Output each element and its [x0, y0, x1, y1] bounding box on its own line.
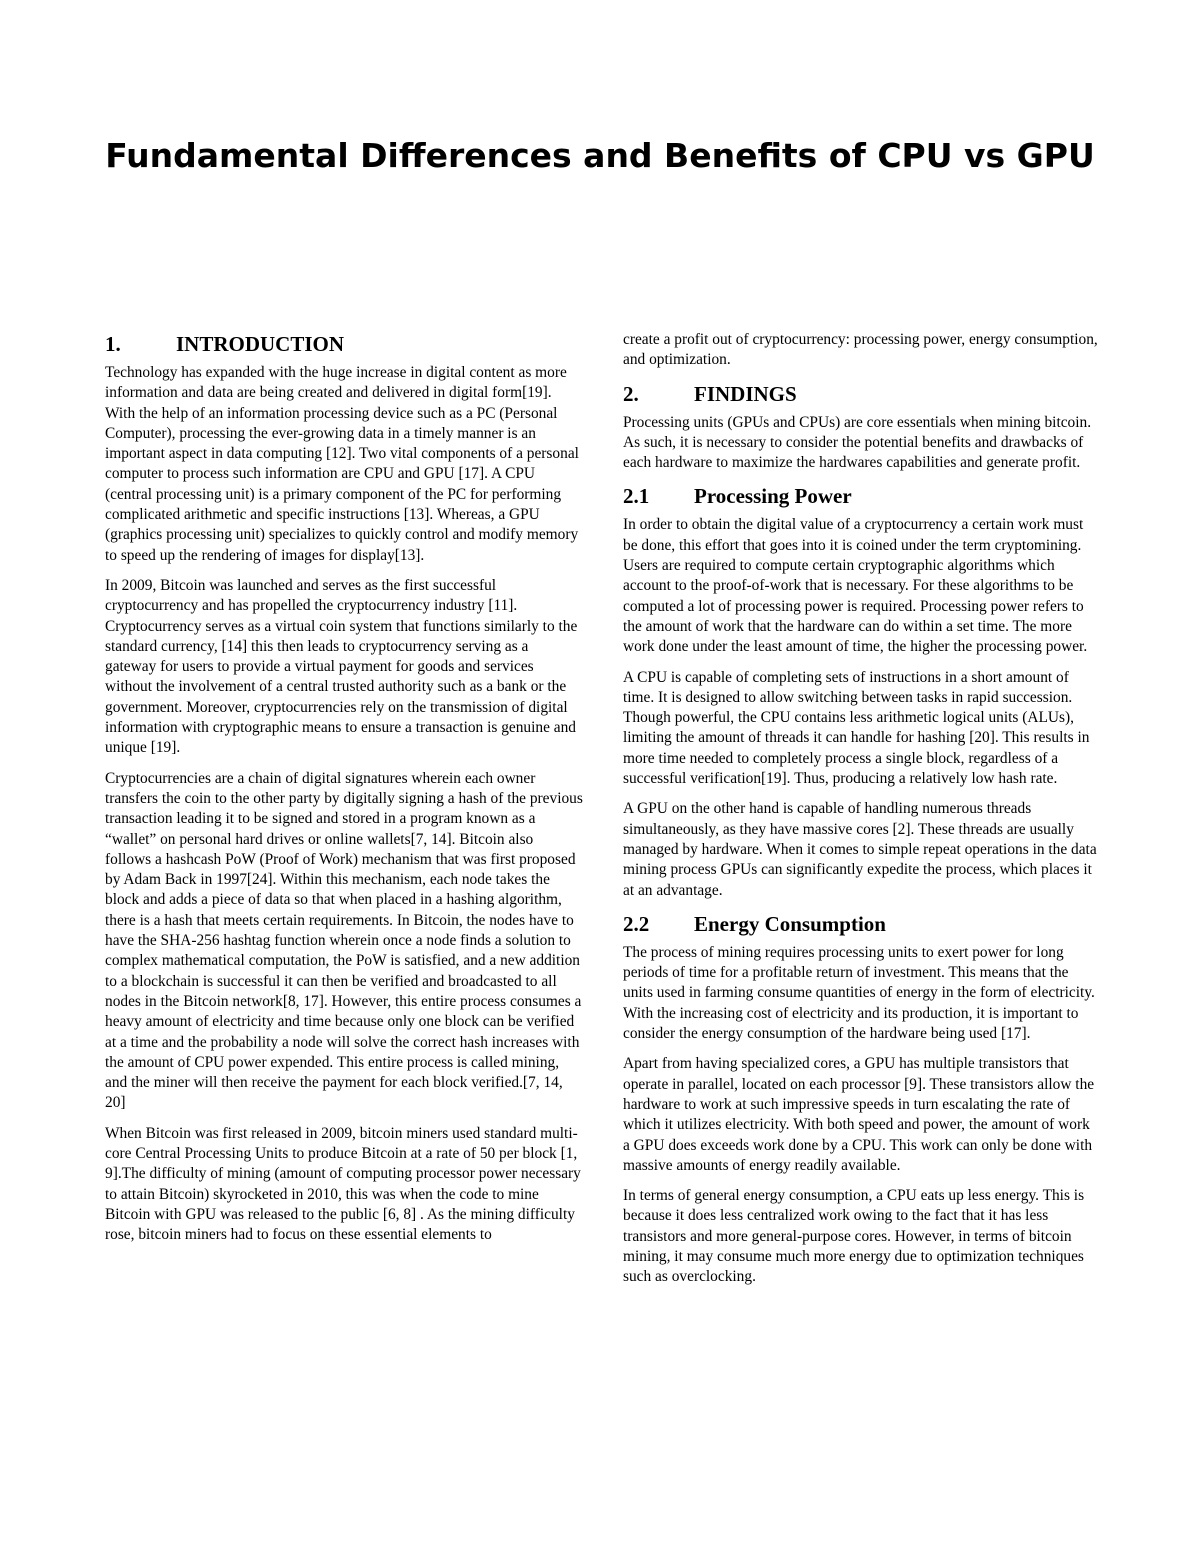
- body-paragraph: In order to obtain the digital value of a cryptocurrency a certain work must be done, this effort that goes into it is coined under the term cryptomining. Users are required to compute certain cryptographic algorithms which account to the proof-of-work that is necessary. For these algorithms to be computed a lot of processing power is required. Processing power refers to the amount of work that the hardware can do within a set time. The more work done under the least amount of time, the higher the processing power.: [623, 516, 1088, 656]
- section-number: 2.2: [623, 911, 650, 936]
- section-number: 2.1: [623, 484, 650, 509]
- section-number: 1.: [105, 332, 121, 356]
- body-paragraph: A CPU is capable of completing sets of instructions in a short amount of time. It is designed to allow switching between tasks in rapid succession. Though powerful, the CPU contains less arithmetic logical units (ALUs), limiting the amount of threads it can handle for hashing [20]. This results in more time needed to completely process a single block, regardless of a successful verification[19]. Thus, producing a relatively low hash rate.: [623, 668, 1090, 788]
- paper-title: Fundamental Differences and Benefits of CPU vs GPU: [105, 136, 1095, 175]
- body-paragraph: When Bitcoin was first released in 2009, bitcoin miners used standard multi-core Central Processing Units to produce Bitcoin at a rate of 50 per block [1, 9].The difficulty of mining (amount of computing processor power necessary to attain Bitcoin) skyrocketed in 2010, this was when the code to mine Bitcoin with GPU was released to the public [6, 8] . As the mining difficulty rose, bitcoin miners had to focus on these essential elements to: [105, 1124, 581, 1244]
- section-heading-findings: [623, 381, 1099, 407]
- section-title: Energy Consumption: [694, 911, 886, 936]
- section-number: 2.: [623, 381, 639, 406]
- body-paragraph: Processing units (GPUs and CPUs) are core essentials when mining bitcoin. As such, it is necessary to consider the potential benefits and drawbacks of each hardware to maximize the hardwares capabilities and generate profit.: [623, 413, 1092, 472]
- subsection-heading-energy-consumption: [623, 911, 1099, 937]
- body-paragraph: Technology has expanded with the huge increase in digital content as more information and data are being created and delivered in digital form[19]. With the help of an information processing device such as a PC (Personal Computer), processing the ever-growing data in a timely manner is an important aspect in data computing [12]. Two vital components of a personal computer to process such information are CPU and GPU [17]. A CPU (central processing unit) is a primary component of the PC for performing complicated arithmetic and specific instructions [13]. Whereas, a GPU (graphics processing unit) specializes to quickly control and modify memory to speed up the rendering of images for display[13].: [105, 364, 579, 564]
- section-title: Processing Power: [694, 484, 852, 509]
- left-column: [105, 330, 583, 1255]
- section-heading-introduction: [105, 331, 583, 357]
- body-paragraph-continued: create a profit out of cryptocurrency: processing power, energy consumption, and optimization.: [623, 331, 1098, 369]
- section-title: INTRODUCTION: [176, 332, 345, 356]
- section-title: FINDINGS: [694, 381, 797, 406]
- body-paragraph: In 2009, Bitcoin was launched and serves as the first successful cryptocurrency and has propelled the cryptocurrency industry [11]. Cryptocurrency serves as a virtual coin system that functions similarly to the standard currency, [14] this then leads to cryptocurrency serving as a gateway for users to provide a virtual payment for goods and services without the involvement of a central trusted authority such as a bank or the government. Moreover, cryptocurrencies rely on the transmission of digital information with cryptographic means to ensure a transaction is genuine and unique [19].: [105, 576, 578, 757]
- body-paragraph: The process of mining requires processing units to exert power for long periods of time for a profitable return of investment. This means that the units used in farming consume quantities of energy in the form of electricity. With the increasing cost of electricity and its production, it is important to consider the energy consumption of the hardware being used [17].: [623, 943, 1095, 1043]
- body-paragraph: A GPU on the other hand is capable of handling numerous threads simultaneously, as they have massive cores [2]. These threads are usually managed by hardware. When it comes to simple repeat operations in the data mining process GPUs can significantly expedite the process, which places it at an advantage.: [623, 800, 1097, 899]
- body-paragraph: Apart from having specialized cores, a GPU has multiple transistors that operate in parallel, located on each processor [9]. These transistors allow the hardware to work at such impressive speeds in turn escalating the rate of which it utilizes electricity. With both speed and power, the amount of work a GPU does exceeds work done by a CPU. This work can only be done with massive amounts of energy readily available.: [623, 1055, 1095, 1174]
- body-paragraph: In terms of general energy consumption, a CPU eats up less energy. This is because it does less centralized work owing to the fact that it has less transistors and more general-purpose cores. However, in terms of bitcoin mining, it may consume much more energy due to optimization techniques such as overclocking.: [623, 1187, 1085, 1286]
- body-paragraph: Cryptocurrencies are a chain of digital signatures wherein each owner transfers the coin to the other party by digitally signing a hash of the previous transaction leading it to be signed and stored in a program known as a “wallet” on personal hard drives or online wallets[7, 14]. Bitcoin also follows a hashcash PoW (Proof of Work) mechanism that was first proposed by Adam Back in 1997[24]. Within this mechanism, each node takes the block and adds a piece of data so that when placed in a hashing algorithm, there is a hash that meets certain requirements. In Bitcoin, the nodes have to have the SHA-256 hashtag function wherein once a node finds a solution to complex mathematical computation, the PoW is satisfied, and a new addition to a blockchain is successful it can then be verified and broadcasted to all nodes in the Bitcoin network[8, 17]. However, this entire process consumes a heavy amount of electricity and time because only one block can be verified at a time and the probability a node will solve the correct hash increases with the amount of CPU power expended. This entire process is called mining, and the miner will then receive the payment for each block verified.[7, 14, 20]: [105, 769, 583, 1112]
- subsection-heading-processing-power: [623, 483, 1099, 509]
- right-column: [623, 330, 1099, 1298]
